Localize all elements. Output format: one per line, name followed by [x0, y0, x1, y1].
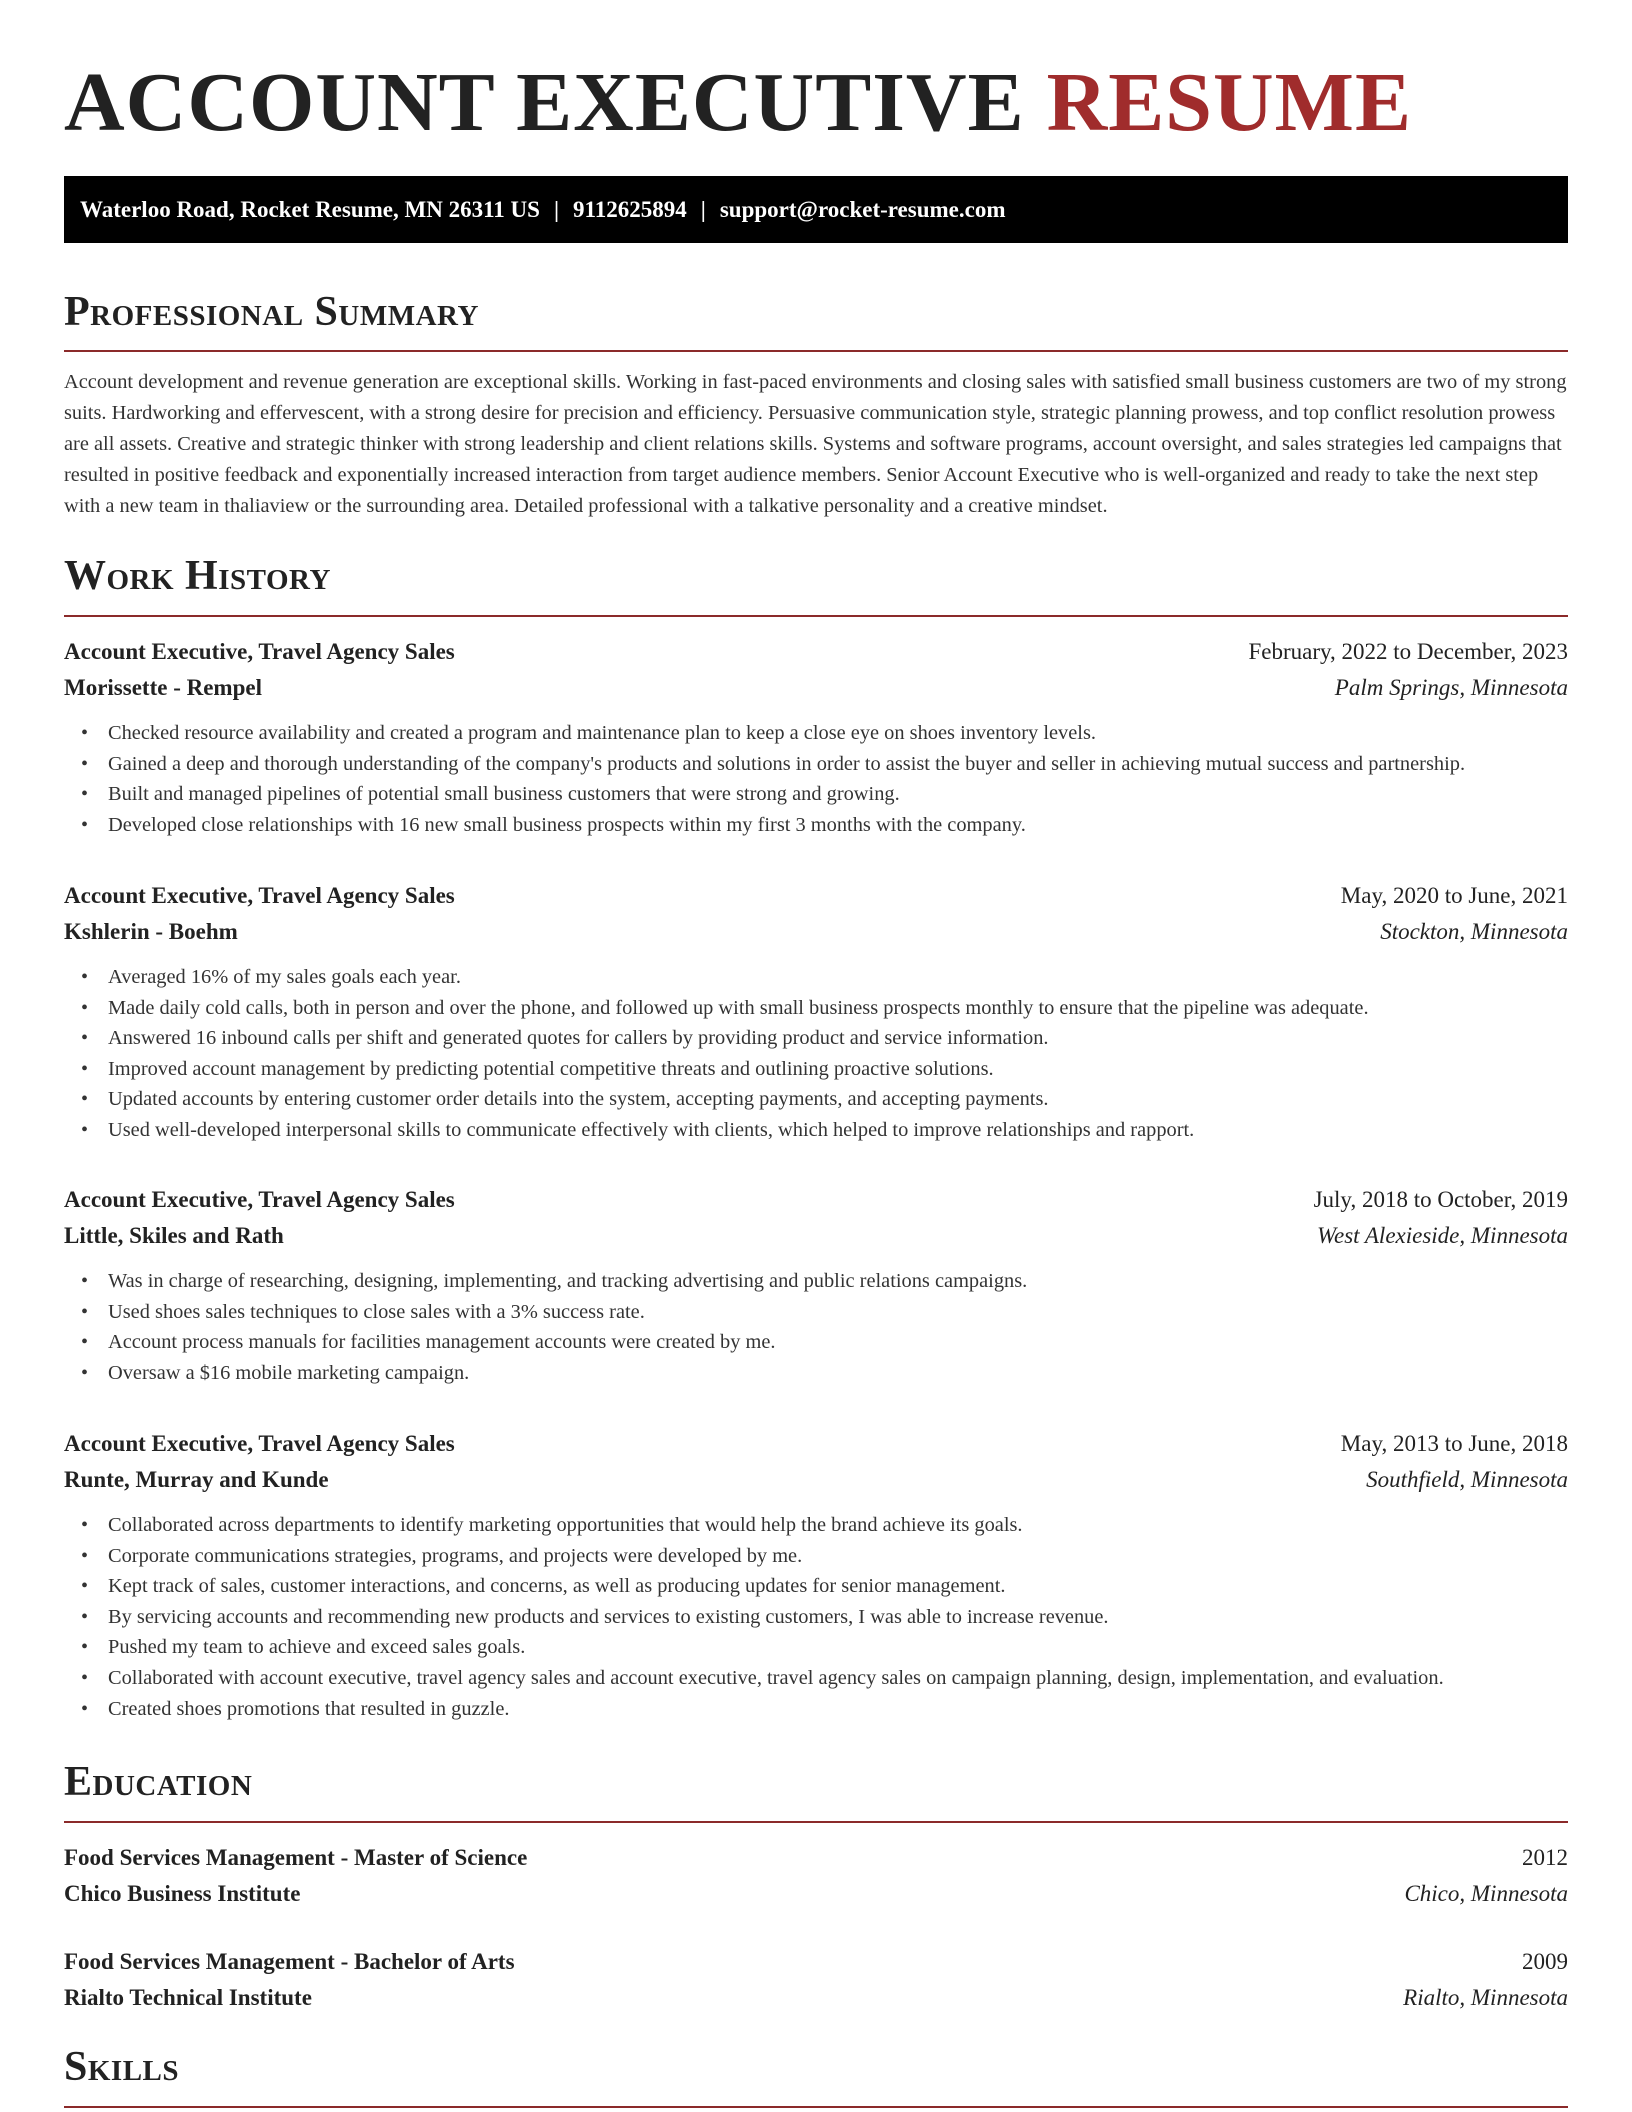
- education-degree: Food Services Management - Bachelor of Arts: [64, 1949, 515, 1974]
- skills-heading: Skills: [64, 2044, 180, 2090]
- job-company: Morissette - Rempel: [64, 675, 262, 700]
- job-dates: February, 2022 to December, 2023: [1248, 639, 1568, 664]
- job-dates: May, 2020 to June, 2021: [1340, 883, 1568, 908]
- list-item: • Created shoes promotions that resulted in guzzle.: [64, 1694, 1568, 1725]
- title-main: ACCOUNT EXECUTIVE: [64, 56, 1025, 149]
- job-bullets: [64, 962, 1568, 1146]
- list-item: • Built and managed pipelines of potential small business customers that were strong and growing.: [64, 779, 1568, 810]
- list-item: • By servicing accounts and recommending new products and services to existing customers, I was able to increase revenue.: [64, 1602, 1568, 1633]
- job-entry: [64, 1182, 1568, 1388]
- resume-title: [64, 0, 1568, 176]
- list-item: • Oversaw a $16 mobile marketing campaign.: [64, 1358, 1568, 1389]
- list-item: • Used shoes sales techniques to close sales with a 3% success rate.: [64, 1297, 1568, 1328]
- education-degree: Food Services Management - Master of Science: [64, 1845, 528, 1870]
- list-item: • Checked resource availability and created a program and maintenance plan to keep a close eye on shoes inventory levels.: [64, 718, 1568, 749]
- job-location: Stockton, Minnesota: [1380, 919, 1568, 944]
- education-heading: Education: [64, 1759, 253, 1805]
- education-location: Chico, Minnesota: [1404, 1881, 1568, 1906]
- summary-heading: Professional Summary: [64, 289, 479, 335]
- list-item: • Updated accounts by entering customer order details into the system, accepting payments, and accepting payments.: [64, 1084, 1568, 1115]
- section-divider: [64, 615, 1568, 617]
- job-role: Account Executive, Travel Agency Sales: [64, 639, 455, 664]
- job-bullets: [64, 1510, 1568, 1724]
- job-bullets: [64, 1266, 1568, 1388]
- list-item: • Corporate communications strategies, programs, and projects were developed by me.: [64, 1541, 1568, 1572]
- list-item: • Pushed my team to achieve and exceed sales goals.: [64, 1632, 1568, 1663]
- job-company: Kshlerin - Boehm: [64, 919, 238, 944]
- list-item: • Improved account management by predicting potential competitive threats and outlining proactive solutions.: [64, 1054, 1568, 1085]
- list-item: • Developed close relationships with 16 new small business prospects within my first 3 months with the company.: [64, 810, 1568, 841]
- education-entry: [64, 1944, 1568, 2016]
- list-item: • Collaborated across departments to identify marketing opportunities that would help the brand achieve its goals.: [64, 1510, 1568, 1541]
- contact-separator: |: [700, 197, 706, 222]
- section-divider: [64, 2106, 1568, 2108]
- list-item: • Averaged 16% of my sales goals each year.: [64, 962, 1568, 993]
- contact-address: Waterloo Road, Rocket Resume, MN 26311 US: [80, 197, 540, 222]
- list-item: • Used well-developed interpersonal skills to communicate effectively with clients, which helped to improve relationships and rapport.: [64, 1115, 1568, 1146]
- list-item: • Was in charge of researching, designing, implementing, and tracking advertising and public relations campaigns.: [64, 1266, 1568, 1297]
- contact-phone[interactable]: 9112625894: [573, 197, 687, 222]
- education-entry: [64, 1840, 1568, 1912]
- list-item: • Kept track of sales, customer interactions, and concerns, as well as producing updates for senior management.: [64, 1571, 1568, 1602]
- resume-page: [64, 0, 1568, 2090]
- contact-email[interactable]: support@rocket-resume.com: [719, 197, 1006, 222]
- list-item: • Collaborated with account executive, travel agency sales and account executive, travel agency sales on campaign planning, design, implementation, and evaluation.: [64, 1663, 1568, 1694]
- work-history-heading: Work History: [64, 553, 331, 599]
- list-item: • Answered 16 inbound calls per shift and generated quotes for callers by providing product and service information.: [64, 1023, 1568, 1054]
- job-role: Account Executive, Travel Agency Sales: [64, 883, 455, 908]
- job-location: Southfield, Minnesota: [1366, 1467, 1568, 1492]
- job-location: Palm Springs, Minnesota: [1334, 675, 1568, 700]
- job-entry: [64, 878, 1568, 1146]
- education-school: Rialto Technical Institute: [64, 1985, 312, 2010]
- job-dates: May, 2013 to June, 2018: [1340, 1431, 1568, 1456]
- education-location: Rialto, Minnesota: [1403, 1985, 1568, 2010]
- job-role: Account Executive, Travel Agency Sales: [64, 1431, 455, 1456]
- education-year: 2012: [1522, 1845, 1568, 1870]
- job-dates: July, 2018 to October, 2019: [1313, 1187, 1568, 1212]
- job-bullets: [64, 718, 1568, 840]
- education-year: 2009: [1522, 1949, 1568, 1974]
- job-company: Runte, Murray and Kunde: [64, 1467, 329, 1492]
- job-entry: [64, 634, 1568, 840]
- job-location: West Alexieside, Minnesota: [1316, 1223, 1568, 1248]
- list-item: • Account process manuals for facilities management accounts were created by me.: [64, 1327, 1568, 1358]
- contact-separator: |: [553, 197, 560, 222]
- job-entry: [64, 1426, 1568, 1724]
- education-school: Chico Business Institute: [64, 1881, 301, 1906]
- list-item: • Gained a deep and thorough understanding of the company's products and solutions in order to assist the buyer and seller in achieving mutual success and partnership.: [64, 749, 1568, 780]
- summary-text: Account development and revenue generation are exceptional skills. Working in fast-paced environments and closing sales with satisfied small business customers are two of my strong suits. Hardworking and effervescent, with a strong desire for precision and efficiency. Persuasive communication style, strategic planning prowess, and top conflict resolution prowess are all assets. Creative and strategic thinker with strong leadership and client relations skills. Systems and software programs, account oversight, and sales strategies led campaigns that resulted in positive feedback and exponentially increased interaction from target audience members. Senior Account Executive who is well-organized and ready to take the next step with a new team in thaliaview or the surrounding area. Detailed professional with a talkative personality and a creative mindset.: [64, 371, 1567, 517]
- job-company: Little, Skiles and Rath: [64, 1223, 284, 1248]
- section-divider: [64, 350, 1568, 352]
- job-role: Account Executive, Travel Agency Sales: [64, 1187, 455, 1212]
- list-item: • Made daily cold calls, both in person and over the phone, and followed up with small business prospects monthly to ensure that the pipeline was adequate.: [64, 993, 1568, 1024]
- title-accent: RESUME: [1046, 56, 1412, 149]
- contact-bar: [64, 176, 1568, 243]
- section-divider: [64, 1821, 1568, 1823]
